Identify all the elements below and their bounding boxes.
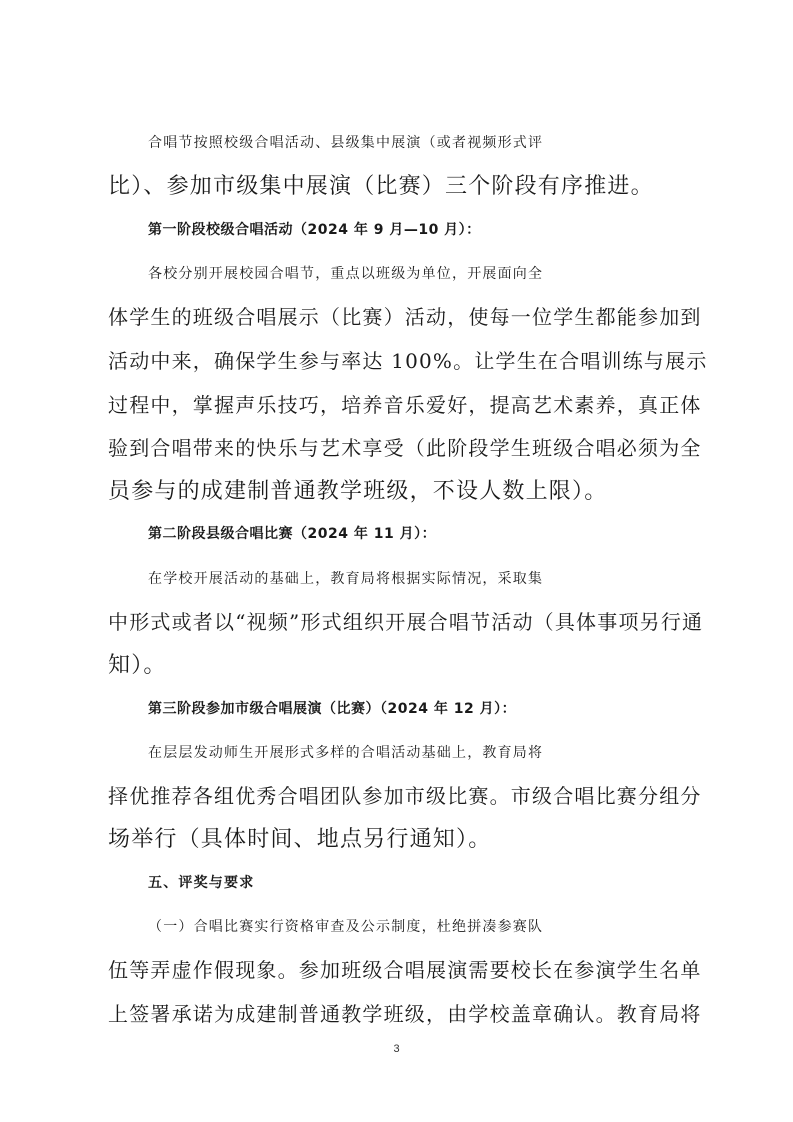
paragraph-line: 验到合唱带来的快乐与艺术享受（此阶段学生班级合唱必须为全 xyxy=(108,436,702,460)
paragraph-line: 体学生的班级合唱展示（比赛）活动，使每一位学生都能参加到 xyxy=(108,305,702,329)
paragraph-line: 知）。 xyxy=(108,653,167,678)
paragraph-line: 择优推荐各组优秀合唱团队参加市级比赛。市级合唱比赛分组分 xyxy=(108,784,702,808)
paragraph-line: 中形式或者以“视频”形式组织开展合唱节活动（具体事项另行通 xyxy=(108,610,704,634)
paragraph-line: 场举行（具体时间、地点另行通知）。 xyxy=(108,827,492,852)
section-heading-stage-1: 第一阶段校级合唱活动（2024 年 9 月—10 月）： xyxy=(148,222,481,238)
paragraph-line: 过程中，掌握声乐技巧，培养音乐爱好，提高艺术素养，真正体 xyxy=(108,393,702,417)
paragraph-line: 员参与的成建制普通教学班级，不设人数上限）。 xyxy=(108,479,608,504)
section-heading-stage-2: 第二阶段县级合唱比赛（2024 年 11 月）： xyxy=(148,526,437,542)
section-heading-awards: 五、评奖与要求 xyxy=(148,875,255,891)
paragraph-line: 在层层发动师生开展形式多样的合唱活动基础上，教育局将 xyxy=(148,745,544,761)
paragraph-line: 合唱节按照校级合唱活动、县级集中展演（或者视频形式评 xyxy=(148,135,544,151)
section-heading-stage-3: 第三阶段参加市级合唱展演（比赛）（2024 年 12 月）： xyxy=(148,701,517,717)
paragraph-line: （一）合唱比赛实行资格审查及公示制度，杜绝拼凑参赛队 xyxy=(148,919,544,935)
paragraph-line: 比）、参加市级集中展演（比赛）三个阶段有序推进。 xyxy=(108,174,654,199)
paragraph-line: 上签署承诺为成建制普通教学班级，由学校盖章确认。教育局将 xyxy=(108,1002,702,1026)
paragraph-line: 各校分别开展校园合唱节，重点以班级为单位，开展面向全 xyxy=(148,266,544,282)
paragraph-line: 伍等弄虚作假现象。参加班级合唱展演需要校长在参演学生名单 xyxy=(108,958,702,982)
paragraph-line: 在学校开展活动的基础上，教育局将根据实际情况，采取集 xyxy=(148,571,544,587)
paragraph-line: 活动中来，确保学生参与率达 100%。让学生在合唱训练与展示 xyxy=(108,349,708,373)
page-number: 3 xyxy=(393,1043,400,1055)
